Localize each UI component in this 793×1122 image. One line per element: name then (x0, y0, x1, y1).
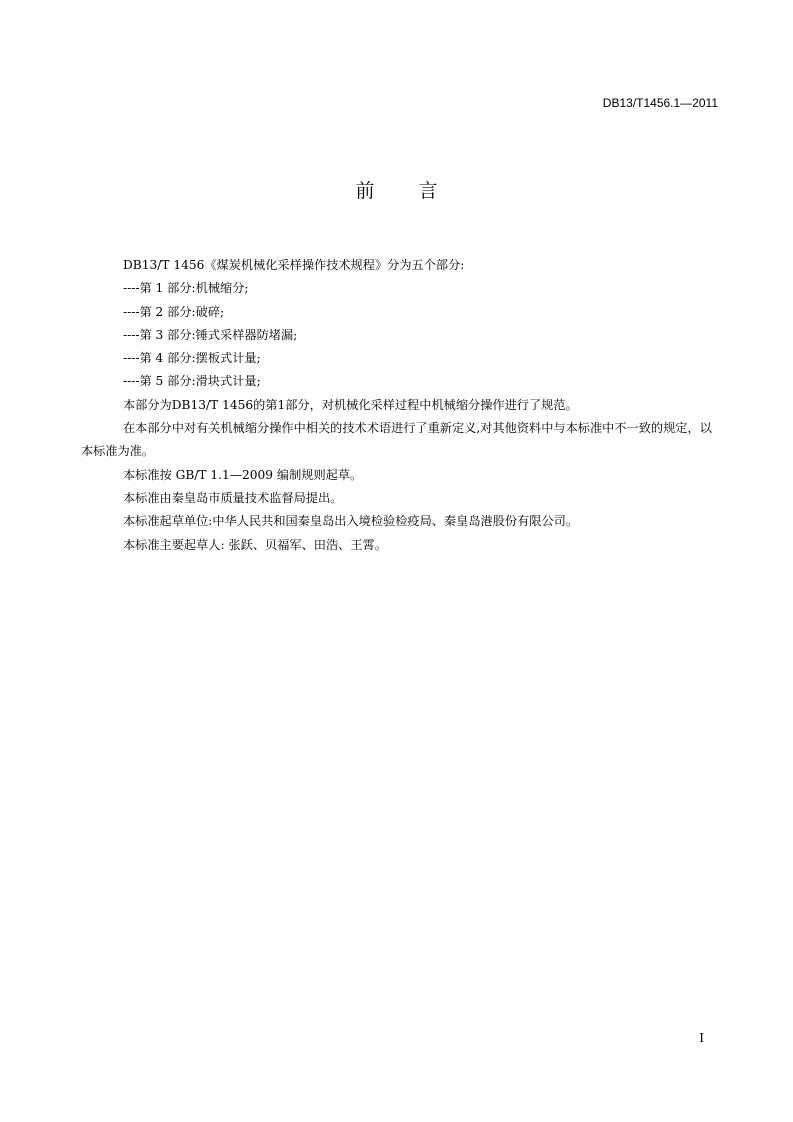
paragraph-drafting-rules: 本标准按 GB/T 1.1—2009 编制规则起草。 (123, 467, 363, 482)
paragraph-drafting-units: 本标准起草单位:中华人民共和国秦皇岛出入境检验检疫局、秦皇岛港股份有限公司。 (123, 514, 579, 529)
list-item-part-4: ----第 4 部分:摆板式计量; (123, 351, 261, 366)
list-item-part-5: ----第 5 部分:滑块式计量; (123, 374, 261, 389)
page-title: 前言 (355, 180, 482, 202)
paragraph-parts-intro: DB13/T 1456《煤炭机械化采样操作技术规程》分为五个部分: (123, 258, 465, 272)
list-item-part-2: ----第 2 部分:破碎; (123, 304, 225, 319)
paragraph-definitions: 在本部分中对有关机械缩分操作中相关的技术术语进行了重新定义,对其他资料中与本标准中不一致的规定，以本标准为准。 (81, 421, 712, 459)
page-number: I (699, 1031, 704, 1045)
paragraph-proposer: 本标准由秦皇岛市质量技术监督局提出。 (123, 490, 343, 505)
foreword-body (81, 254, 721, 557)
list-item-part-1: ----第 1 部分:机械缩分; (123, 281, 249, 296)
paragraph-scope: 本部分为DB13/T 1456的第1部分，对机械化采样过程中机械缩分操作进行了规范。 (123, 397, 578, 412)
paragraph-drafters: 本标准主要起草人: 张跃、贝福军、田浩、王霄。 (123, 537, 387, 552)
standard-code: DB13/T1456.1—2011 (602, 96, 718, 110)
list-item-part-3: ----第 3 部分:锤式采样器防堵漏; (123, 327, 298, 342)
